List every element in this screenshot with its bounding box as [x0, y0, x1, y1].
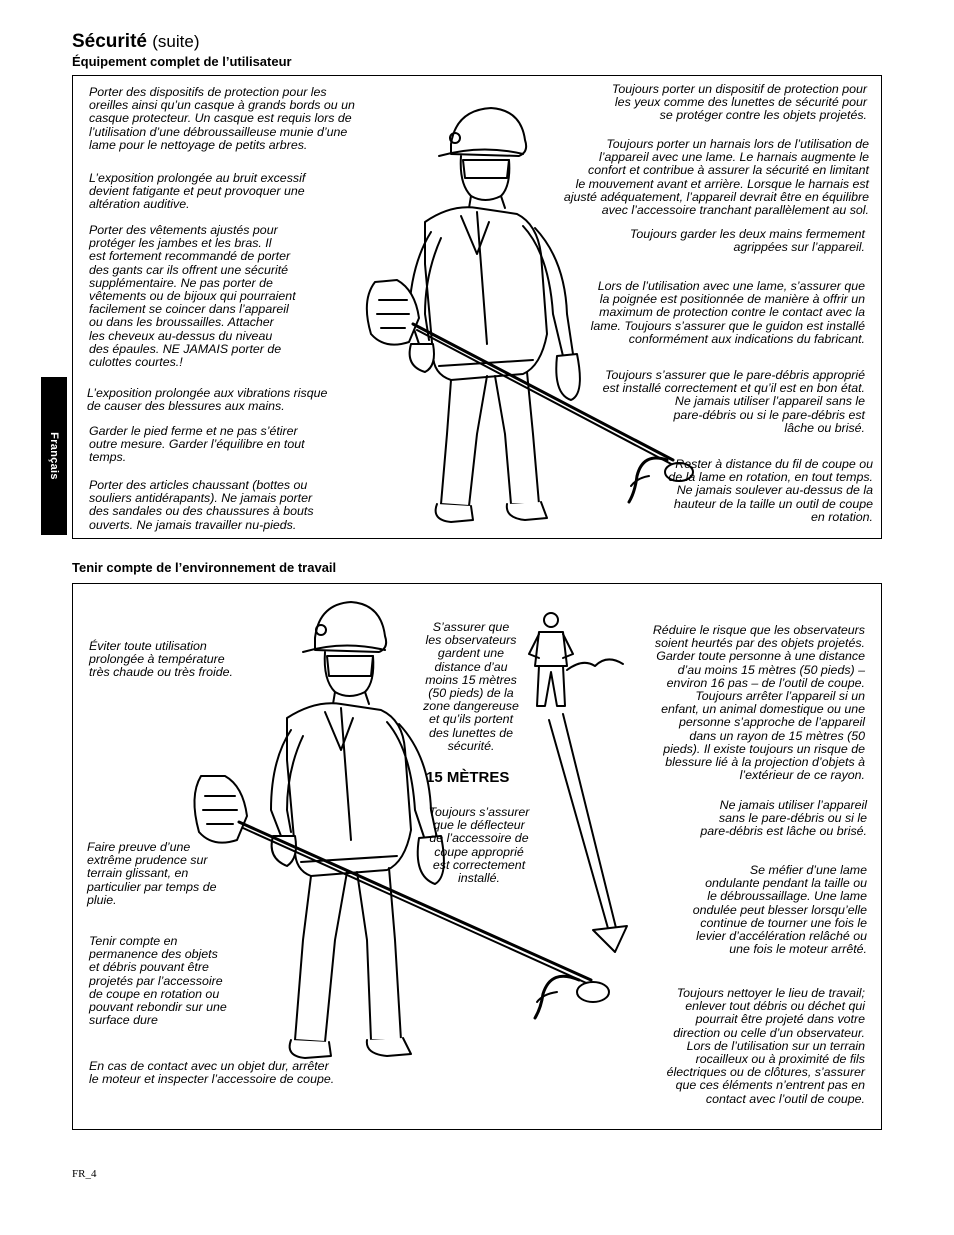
- note-line: de coupe en rotation ou: [89, 986, 220, 1001]
- note-line: Se méfier d’une lame: [749, 863, 867, 877]
- note-line: Toujours garder les deux mains fermement: [629, 227, 865, 241]
- note-clothing: [89, 224, 296, 369]
- note-line: sans le pare-débris ou si le: [718, 811, 867, 826]
- bystander-distance-illustration: [523, 610, 633, 960]
- note-line: maximum de protection contre le contact avec la: [599, 305, 865, 320]
- note-line: les cheveux au-dessus du niveau: [89, 328, 273, 343]
- note-line: électriques ou de clôtures, s’assurer: [666, 1065, 865, 1080]
- note-line: soient heurtés par des objets projetés.: [654, 636, 865, 651]
- note-line: et qu’ils portent: [428, 712, 514, 727]
- note-line: lame pour le nettoyage de petits arbres.: [89, 137, 308, 152]
- note-line: confort et contribue à assurer la sécurité en limitant: [588, 163, 869, 178]
- note-line: Réduire le risque que les observateurs: [652, 623, 865, 637]
- note-line: contact avec l’outil de coupe.: [705, 1091, 865, 1106]
- note-line: Toujours s’assurer que le pare-débris approprié: [605, 368, 865, 382]
- note-line: est correctement: [432, 857, 526, 872]
- note-line: lâche ou brisé.: [784, 420, 865, 435]
- note-line: des sandales ou des chaussures à bouts: [89, 504, 314, 519]
- note-line: temps.: [89, 450, 127, 465]
- distance-label: 15 MÈTRES: [426, 769, 510, 786]
- note-ear-protection: [89, 86, 355, 152]
- note-line: sécurité.: [447, 738, 495, 753]
- note-line: L’exposition prolongée au bruit excessif: [89, 171, 306, 185]
- note-line: extrême prudence sur: [87, 853, 208, 868]
- note-line: oreilles ainsi qu’un casque à grands bords ou un: [89, 98, 355, 113]
- note-footwear: [89, 479, 314, 532]
- note-line: des lunettes de: [428, 725, 514, 740]
- note-two-hands: [630, 228, 865, 254]
- note-line: et débris pouvant être: [89, 960, 209, 975]
- note-line: Rester à distance du fil de coupe ou: [675, 457, 873, 471]
- note-line: coupe approprié: [434, 844, 524, 859]
- note-line: casque protecteur. Un casque est requis lors de: [89, 111, 352, 126]
- note-line: gardent une: [437, 646, 505, 661]
- note-line: Garder toute personne à une distance: [656, 649, 865, 664]
- note-line: permanence des objets: [89, 947, 218, 962]
- note-line: Éviter toute utilisation: [89, 639, 207, 653]
- note-line: Toujours s’assurer: [428, 805, 530, 819]
- note-line: continue de tourner une fois le: [700, 915, 867, 930]
- note-line: rocailleux ou à proximité de fils: [695, 1052, 865, 1067]
- note-line: culottes courtes.!: [89, 355, 183, 370]
- note-line: la poignée est positionnée de manière à offrir un: [599, 292, 865, 307]
- note-line: particulier par temps de: [87, 879, 217, 894]
- note-line: enlever tout débris ou déchet qui: [685, 999, 865, 1014]
- note-line: se protéger contre les objets projetés.: [659, 108, 867, 123]
- note-line: En cas de contact avec un objet dur, arrêter: [89, 1059, 329, 1073]
- section-heading-equipment: Équipement complet de l’utilisateur: [72, 54, 292, 69]
- note-line: avec l’accessoire tranchant parallèlement au sol.: [601, 203, 869, 218]
- note-line: est installé correctement et qu’il est en bon état.: [602, 381, 865, 396]
- note-line: les observateurs: [425, 633, 517, 648]
- note-line: en rotation.: [811, 509, 873, 524]
- note-line: Lors de l’utilisation sur un terrain: [686, 1038, 865, 1053]
- note-line: l’extérieur de ce rayon.: [739, 768, 865, 783]
- note-line: Ne jamais utiliser l’appareil: [719, 798, 867, 812]
- note-hard-object-contact: [89, 1060, 334, 1086]
- note-line: d’au moins 15 mètres (50 pieds) –: [677, 662, 865, 677]
- note-line: Toujours nettoyer le lieu de travail;: [676, 986, 865, 1000]
- note-temperature: [89, 640, 233, 680]
- note-footing: [89, 425, 305, 465]
- title-text: Sécurité: [72, 31, 147, 52]
- note-line: est fortement recommandé de porter: [89, 249, 291, 264]
- note-line: le mouvement avant et arrière. Lorsque le harnais est: [575, 176, 869, 191]
- note-line: Ne jamais utiliser l’appareil sans le: [674, 394, 865, 409]
- note-line: levier d’accélération relâché ou: [696, 929, 867, 944]
- note-line: surface dure: [89, 1013, 158, 1028]
- note-line: de l’accessoire de: [429, 831, 529, 846]
- note-line: enfant, un animal domestique ou une: [661, 702, 865, 717]
- note-line: Tenir compte en: [89, 934, 178, 948]
- note-line: hauteur de la taille un outil de coupe: [673, 496, 873, 511]
- note-debris-shield: [603, 369, 865, 435]
- note-line: L’exposition prolongée aux vibrations risque: [87, 386, 328, 400]
- note-no-shield: [700, 799, 867, 839]
- note-line: l’appareil avec une lame. Le harnais augmente le: [598, 150, 869, 165]
- note-deflector: [414, 806, 544, 885]
- note-line: installé.: [457, 871, 500, 886]
- note-line: blessure lié à la projection d’objets à: [665, 755, 865, 770]
- note-line: souliers antidérapants). Ne jamais porter: [89, 491, 313, 506]
- note-reduce-risk: [653, 624, 865, 782]
- note-noise-exposure: [89, 172, 305, 212]
- note-bystanders-distance: [406, 621, 536, 753]
- note-line: Porter des dispositifs de protection pour les: [89, 85, 327, 99]
- note-line: pourrait être projeté dans votre: [695, 1012, 865, 1027]
- note-harness: [564, 138, 869, 217]
- note-line: de causer des blessures aux mains.: [87, 399, 285, 414]
- language-tab: [41, 377, 67, 535]
- note-line: pare-débris est lâche ou brisé.: [700, 824, 867, 839]
- note-line: outre mesure. Garder l’équilibre en tout: [89, 437, 305, 452]
- note-line: pluie.: [87, 892, 117, 907]
- note-line: conformément aux indications du fabricant.: [628, 331, 865, 346]
- note-line: pieds). Il existe toujours un risque de: [663, 741, 865, 756]
- note-line: les yeux comme des lunettes de sécurité pour: [614, 95, 867, 110]
- note-line: agrippées sur l’appareil.: [733, 240, 865, 255]
- note-line: facilement se coincer dans l’appareil: [89, 302, 289, 317]
- note-line: protéger les jambes et les bras. Il: [89, 236, 272, 251]
- note-line: Toujours porter un harnais lors de l’utilisation de: [606, 137, 869, 151]
- note-line: que ces éléments n’entrent pas en: [675, 1078, 865, 1093]
- environment-panel: [72, 583, 882, 1130]
- note-line: projetés par l’accessoire: [89, 973, 223, 988]
- note-eye-protection: [612, 83, 867, 123]
- note-line: très chaude ou très froide.: [89, 665, 233, 680]
- note-blade-handle: [591, 280, 865, 346]
- note-line: une fois le moteur arrêté.: [729, 942, 867, 957]
- note-line: des épaules. NE JAMAIS porter de: [89, 341, 282, 356]
- note-line: vêtements ou de bijoux qui pourraient: [89, 289, 296, 304]
- note-line: ouverts. Ne jamais travailler nu-pieds.: [89, 517, 297, 532]
- note-wavy-blade: [693, 864, 867, 956]
- note-line: l’utilisation d’une débroussailleuse munie d’une: [89, 124, 348, 139]
- note-line: ou dans les broussailles. Attacher: [89, 315, 274, 330]
- section-heading-environment: Tenir compte de l’environnement de travail: [72, 560, 337, 575]
- note-line: distance d’au: [434, 659, 508, 674]
- page-number: FR_4: [72, 1168, 97, 1180]
- note-line: prolongée à température: [89, 652, 225, 667]
- note-line: le débroussaillage. Une lame: [707, 889, 867, 904]
- note-clean-workplace: [667, 987, 865, 1106]
- note-line: supplémentaire. Ne pas porter de: [89, 275, 273, 290]
- note-line: lame. Toujours s’assurer que le guidon est installé: [590, 318, 865, 333]
- note-slippery-terrain: [87, 841, 216, 907]
- note-line: environ 16 pas – de l’outil de coupe.: [666, 675, 865, 690]
- note-line: pare-débris ou si le pare-débris est: [673, 407, 865, 422]
- note-line: des gants car ils offrent une sécurité: [89, 262, 289, 277]
- note-line: Ne jamais soulever au-dessus de la: [676, 483, 873, 498]
- note-line: ajusté adéquatement, l’appareil devrait être en équilibre: [563, 189, 869, 204]
- note-line: terrain glissant, en: [87, 866, 189, 881]
- note-line: (50 pieds) de la: [428, 686, 514, 701]
- note-line: de la lame en rotation, en tout temps.: [668, 470, 873, 485]
- title-suffix: (suite): [152, 32, 200, 51]
- note-line: altération auditive.: [89, 197, 190, 212]
- note-line: S’assurer que: [432, 620, 510, 634]
- note-line: que le déflecteur: [433, 818, 525, 833]
- page-title: [72, 31, 200, 53]
- note-line: zone dangereuse: [423, 699, 519, 714]
- note-line: ondulée peut blesser lorsqu’elle: [692, 902, 867, 917]
- note-line: personne s’approche de l’appareil: [679, 715, 865, 730]
- note-projected-debris: [89, 935, 227, 1027]
- note-line: pouvant rebondir sur une: [89, 1000, 227, 1015]
- note-line: ondulante pendant la taille ou: [705, 876, 867, 891]
- note-line: direction ou celle d’un observateur.: [673, 1025, 865, 1040]
- note-line: Toujours porter un dispositif de protection pour: [611, 82, 867, 96]
- note-line: Garder le pied ferme et ne pas s’étirer: [89, 424, 298, 438]
- note-line: Faire preuve d’une: [87, 840, 191, 854]
- note-keep-distance: [668, 458, 873, 524]
- note-line: devient fatigante et peut provoquer une: [89, 184, 305, 199]
- note-line: Porter des vêtements ajustés pour: [89, 223, 278, 237]
- equipment-panel: [72, 75, 882, 539]
- note-line: le moteur et inspecter l’accessoire de coupe.: [89, 1072, 335, 1087]
- note-line: Lors de l’utilisation avec une lame, s’assurer que: [597, 279, 865, 293]
- note-line: Porter des articles chaussant (bottes ou: [89, 478, 308, 492]
- language-tab-label: Français: [48, 432, 60, 480]
- note-line: moins 15 mètres: [425, 672, 517, 687]
- note-vibration: [87, 387, 327, 413]
- note-line: Toujours arrêter l’appareil si un: [695, 689, 865, 704]
- note-line: dans un rayon de 15 mètres (50: [689, 728, 865, 743]
